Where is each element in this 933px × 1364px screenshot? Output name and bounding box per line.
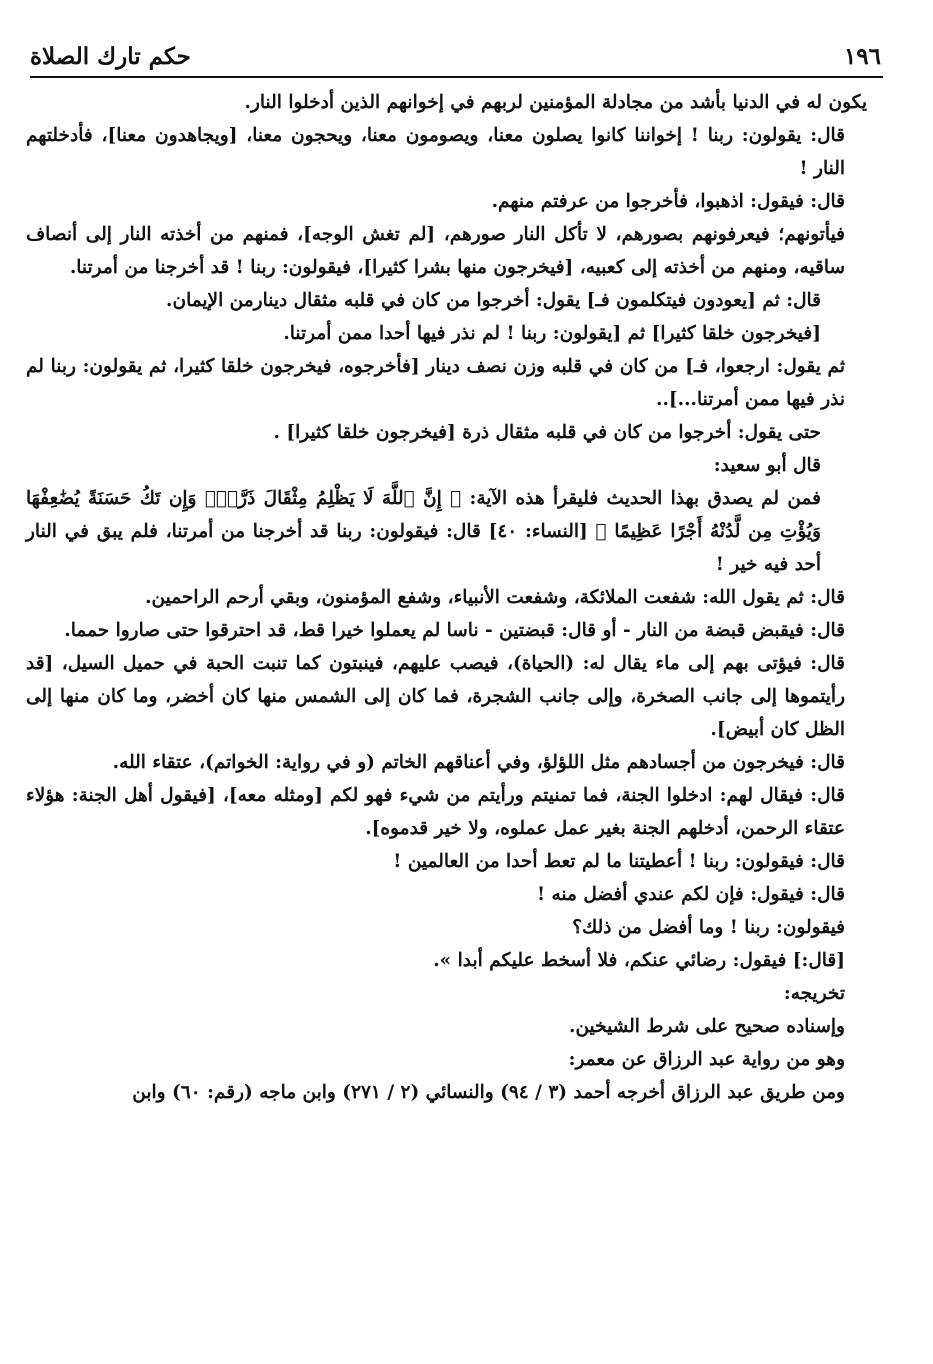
paragraph: قال: فيقول: اذهبوا، فأخرجوا من عرفتم منهم. <box>491 191 845 212</box>
section-heading: تخريجه: <box>783 983 845 1004</box>
paragraph: ثم يقول: ارجعوا، فـ] من كان في قلبه وزن نصف دينار [فأخرجوه، فيخرجون خلقا كثيرا، ثم يقولون: ربنا لم نذر فيها ممن أمرتنا...].. <box>26 356 845 410</box>
paragraph: قال: ثم [يعودون فيتكلمون فـ] يقول: أخرجوا من كان في قلبه مثقال دينارمن الإيمان. <box>166 290 821 311</box>
paragraph: فيأتونهم؛ فيعرفونهم بصورهم، لا تأكل النار صورهم، [لم تغش الوجه]، فمنهم من أخذته النار إلى أنصاف ساقيه، ومنهم من أخذته إلى كعبيه، [فيخرجون منها بشرا كثيرا]، فيقولون: ربنا ! قد أخرجنا من أمرتنا. <box>26 224 845 278</box>
paragraph: حتى يقول: أخرجوا من كان في قلبه مثقال ذرة [فيخرجون خلقا كثيرا] . <box>273 422 821 443</box>
header-rule <box>30 76 883 78</box>
page-number: ١٩٦ <box>843 43 881 70</box>
quran-verse-paragraph: فمن لم يصدق بهذا الحديث فليقرأ هذه الآية: ﴿ إِنَّ ٱللَّهَ لَا يَظْلِمُ مِثْقَالَ ذَرَّةٍۖ وَإِن تَكُ حَسَنَةً يُضَٰعِفْهَا وَيُؤْتِ مِن لَّدُنْهُ أَجْرًا عَظِيمًا ﴾ [النساء: ٤٠] قال: فيقولون: ربنا قد أخرجنا من أمرتنا، فلم يبق في النار أحد فيه خير ! <box>26 488 821 575</box>
paragraph: فيقولون: ربنا ! وما أفضل من ذلك؟ <box>572 917 845 938</box>
paragraph: قال: فيقبض قبضة من النار - أو قال: قبضتين - ناسا لم يعملوا خيرا قط، قد احترقوا حتى صاروا حمما. <box>64 620 845 641</box>
paragraph: قال: فيؤتى بهم إلى ماء يقال له: (الحياة)، فيصب عليهم، فينبتون كما تنبت الحبة في حميل السيل، [قد رأيتموها إلى جانب الصخرة، وإلى جانب الشجرة، فما كان إلى الشمس منها كان أخضر، وما كان منها إلى الظل كان أبيض]. <box>26 653 845 740</box>
paragraph: قال: فيقال لهم: ادخلوا الجنة، فما تمنيتم ورأيتم من شيء فهو لكم [ومثله معه]، [فيقول أهل الجنة: هؤلاء عتقاء الرحمن، أدخلهم الجنة بغير عمل عملوه، ولا خير قدموه]. <box>26 785 845 839</box>
paragraph: وهو من رواية عبد الرزاق عن معمر: <box>568 1049 845 1070</box>
paragraph: [فيخرجون خلقا كثيرا] ثم [يقولون: ربنا ! لم نذر فيها أحدا ممن أمرتنا. <box>283 323 821 344</box>
paragraph: يكون له في الدنيا بأشد من مجادلة المؤمنين لربهم في إخوانهم الذين أدخلوا النار. <box>244 92 867 113</box>
page-body <box>26 86 867 1109</box>
paragraph: ومن طريق عبد الرزاق أخرجه أحمد (٣ / ٩٤) والنسائي (٢ / ٢٧١) وابن ماجه (رقم: ٦٠) وابن <box>132 1082 845 1103</box>
paragraph: قال: يقولون: ربنا ! إخواننا كانوا يصلون معنا، ويصومون معنا، ويحجون معنا، [ويجاهدون معنا]، فأدخلتهم النار ! <box>26 125 845 179</box>
paragraph: قال أبو سعيد: <box>713 455 821 476</box>
paragraph: [قال:] فيقول: رضائي عنكم، فلا أسخط عليكم أبدا ». <box>433 950 845 971</box>
running-title: حكم تارك الصلاة <box>30 43 191 70</box>
paragraph: قال: فيقولون: ربنا ! أعطيتنا ما لم تعط أحدا من العالمين ! <box>393 851 845 872</box>
page-header <box>30 44 881 70</box>
paragraph: قال: فيقول: فإن لكم عندي أفضل منه ! <box>536 884 845 905</box>
paragraph: وإسناده صحيح على شرط الشيخين. <box>569 1016 845 1037</box>
paragraph: قال: فيخرجون من أجسادهم مثل اللؤلؤ، وفي أعناقهم الخاتم (و في رواية: الخواتم)، عتقاء الله. <box>112 752 845 773</box>
paragraph: قال: ثم يقول الله: شفعت الملائكة، وشفعت الأنبياء، وشفع المؤمنون، وبقي أرحم الراحمين. <box>145 587 845 608</box>
